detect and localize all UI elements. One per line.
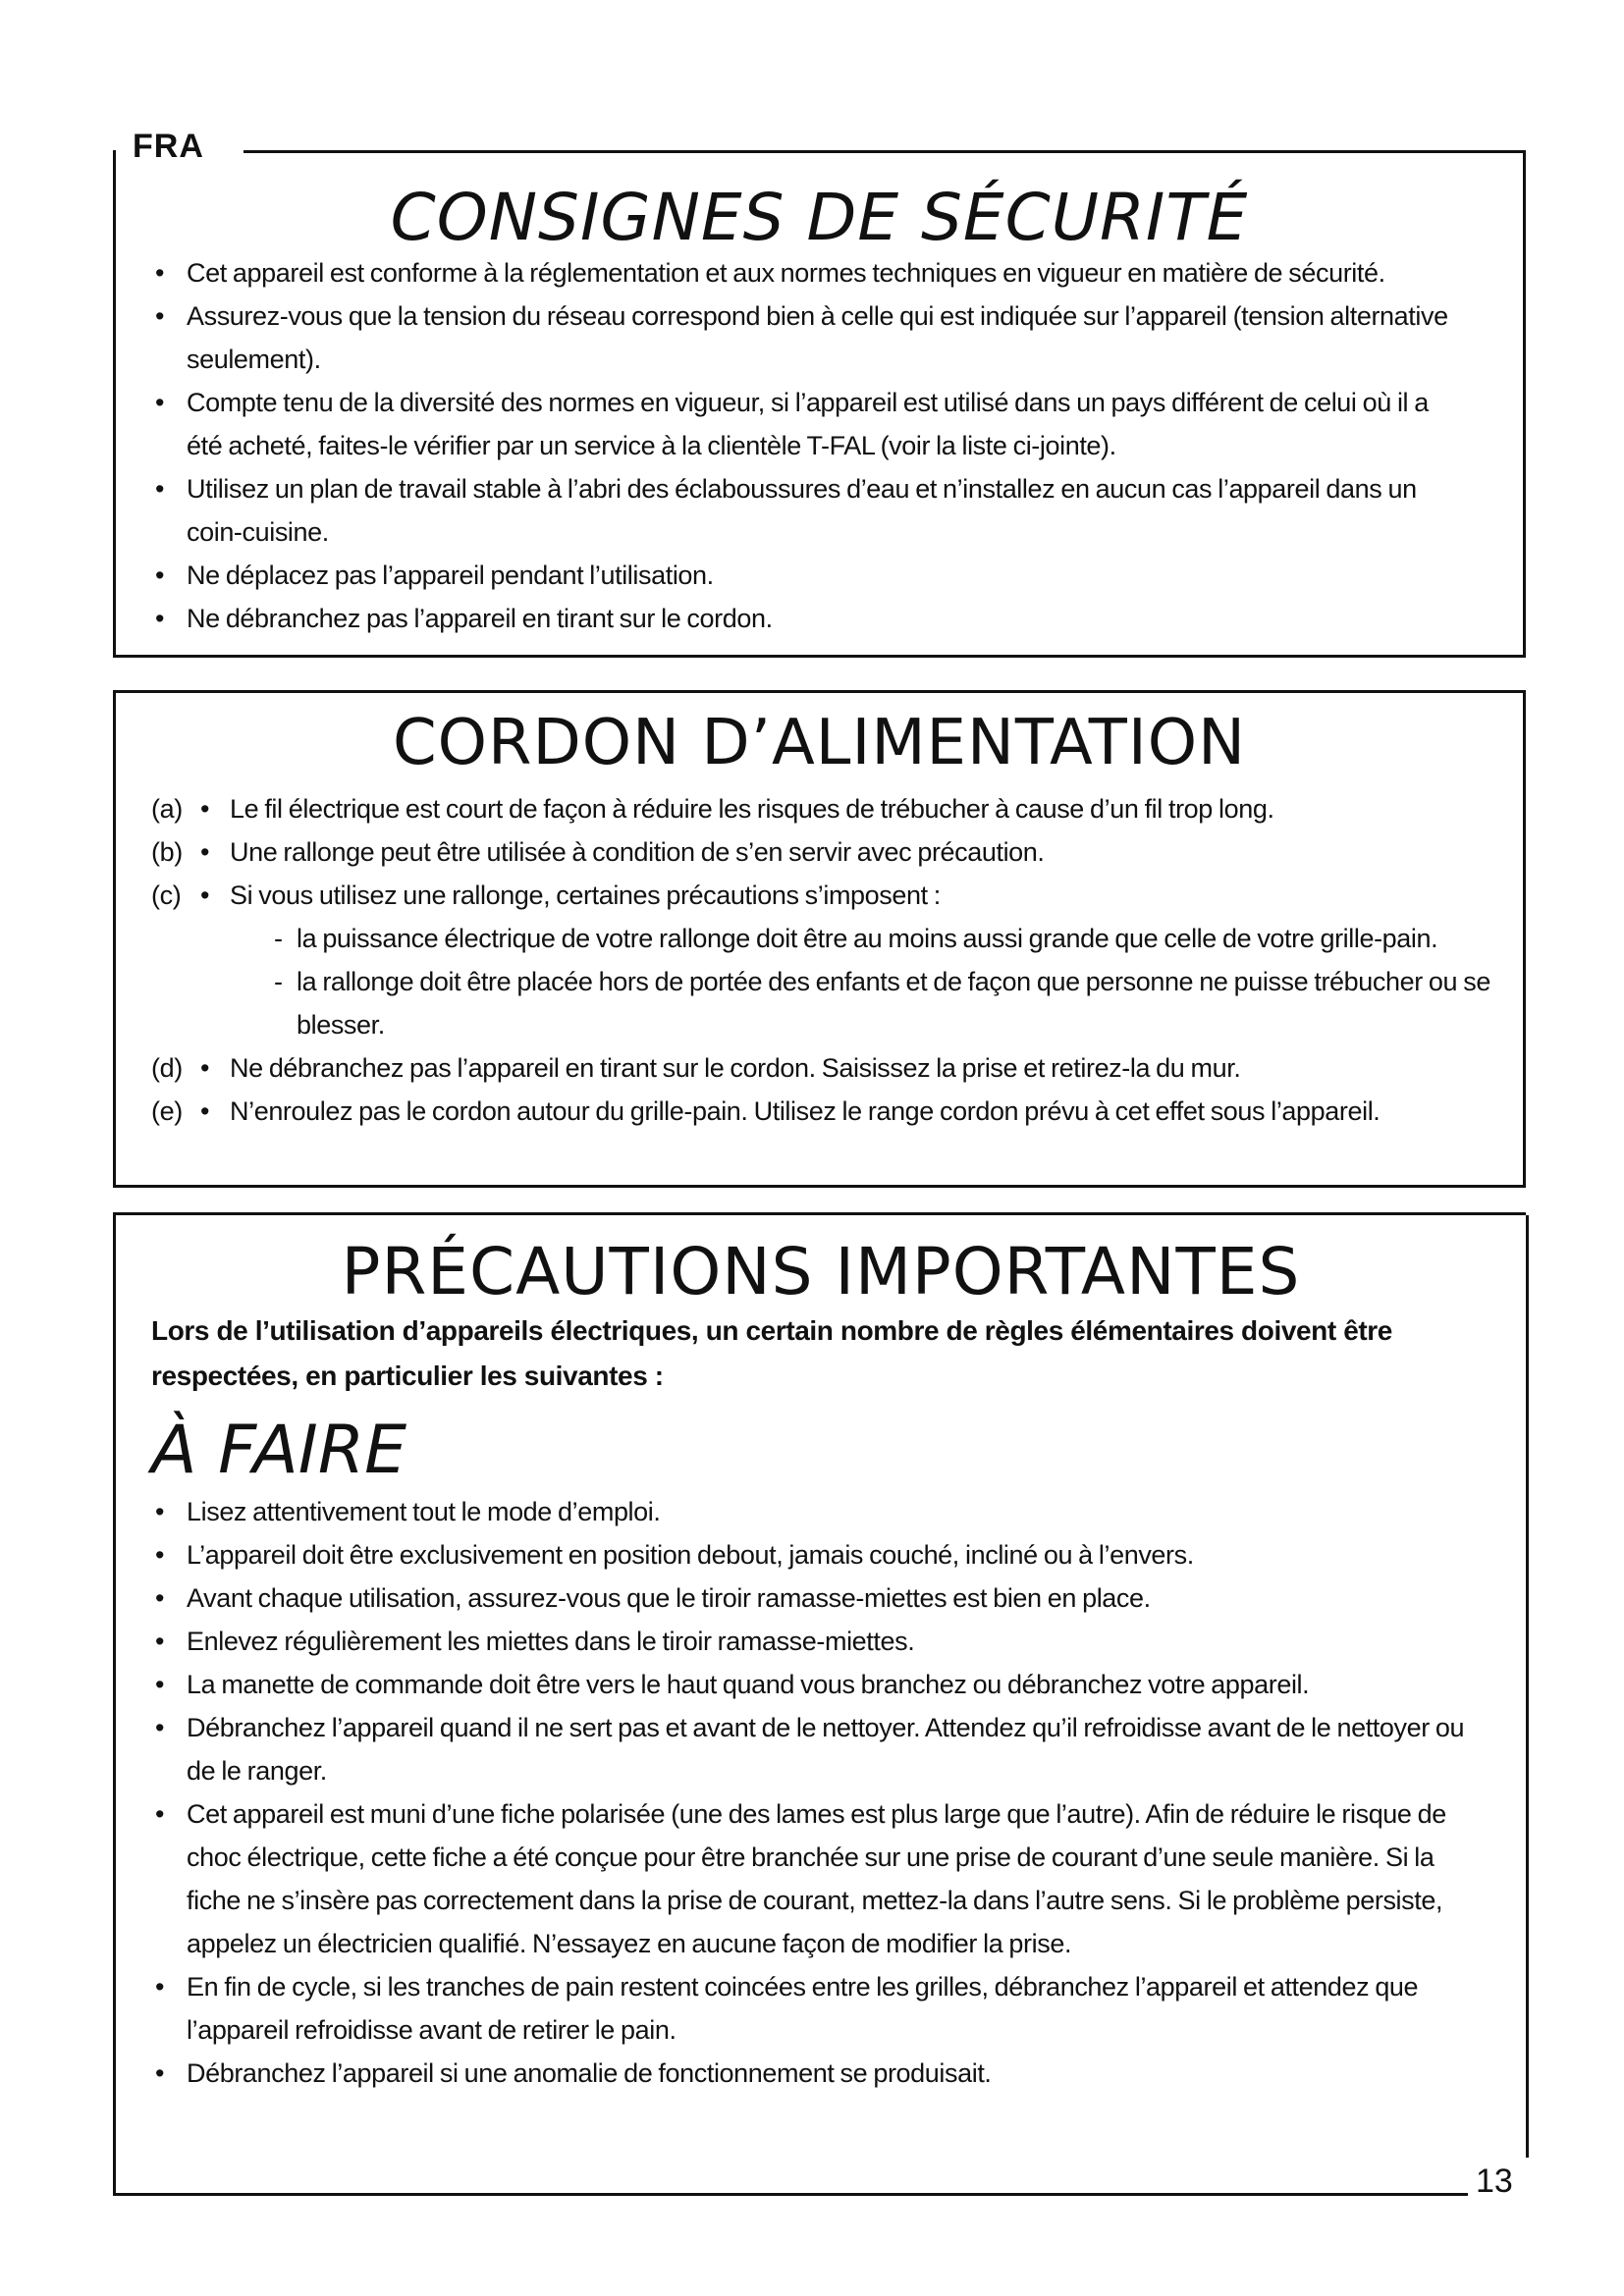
- do-title: À FAIRE: [151, 1412, 407, 1489]
- list-item: • Assurez-vous que la tension du réseau correspond bien à celle qui est indiquée sur l’appareil (tension alternative seulement).: [155, 301, 1448, 374]
- precautions-title: PRÉCAUTIONS IMPORTANTES: [341, 1234, 1301, 1309]
- safety-list: [155, 251, 1461, 640]
- power-cord-list: [151, 787, 1506, 1133]
- list-item: (e) • N’enroulez pas le cordon autour du grille-pain. Utilisez le range cordon prévu à cet effet sous l’appareil.: [151, 1096, 1380, 1126]
- language-label: FRA: [133, 128, 204, 165]
- power-cord-section: [113, 690, 1526, 1188]
- precautions-intro: Lors de l’utilisation d’appareils électriques, un certain nombre de règles élémentaires doivent être respectées, en particulier les suivantes :: [151, 1315, 1392, 1391]
- list-item: • Compte tenu de la diversité des normes en vigueur, si l’appareil est utilisé dans un pays différent de celui où il a été acheté, faites-le vérifier par un service à la clientèle T-FAL (voir la liste ci-jointe).: [155, 388, 1429, 460]
- power-cord-title: CORDON D’ALIMENTATION: [392, 707, 1247, 779]
- list-item: • Ne déplacez pas l’appareil pendant l’utilisation.: [155, 561, 714, 590]
- list-item: (b) • Une rallonge peut être utilisée à condition de s’en servir avec précaution.: [151, 837, 1045, 867]
- safety-section: [113, 150, 1526, 658]
- list-item: • La manette de commande doit être vers le haut quand vous branchez ou débranchez votre appareil.: [155, 1670, 1310, 1699]
- list-item: • Débranchez l’appareil quand il ne sert pas et avant de le nettoyer. Attendez qu’il refroidisse avant de le nettoyer ou de le ranger.: [155, 1713, 1465, 1786]
- list-item: (c) • Si vous utilisez une rallonge, certaines précautions s’imposent :: [151, 881, 941, 910]
- list-item: • Utilisez un plan de travail stable à l’abri des éclaboussures d’eau et n’installez en aucun cas l’appareil dans un coin-cuisine.: [155, 474, 1417, 547]
- list-item: • Débranchez l’appareil si une anomalie de fonctionnement se produisait.: [155, 2058, 992, 2088]
- sub-list-item: - la puissance électrique de votre rallonge doit être au moins aussi grande que celle de votre grille-pain.: [274, 924, 1438, 953]
- important-precautions-section: [113, 1212, 1526, 2196]
- sub-list-item: - la rallonge doit être placée hors de portée des enfants et de façon que personne ne puisse trébucher ou se blesser.: [274, 967, 1490, 1040]
- list-item: • Lisez attentivement tout le mode d’emploi.: [155, 1497, 661, 1526]
- list-item: • Cet appareil est conforme à la réglementation et aux normes techniques en vigueur en matière de sécurité.: [155, 258, 1385, 288]
- list-item: • Ne débranchez pas l’appareil en tirant sur le cordon.: [155, 604, 773, 633]
- safety-title: CONSIGNES DE SÉCURITÉ: [390, 180, 1249, 255]
- list-item: • Avant chaque utilisation, assurez-vous que le tiroir ramasse-miettes est bien en place.: [155, 1583, 1151, 1613]
- list-item: (a) • Le fil électrique est court de façon à réduire les risques de trébucher à cause d’un fil trop long.: [151, 794, 1274, 824]
- list-item: • Cet appareil est muni d’une fiche polarisée (une des lames est plus large que l’autre). Afin de réduire le risque de choc électrique, cette fiche a été conçue pour être branchée sur une prise de courant d’une seule manière. Si la fiche ne s’insère pas correctement dans la prise de courant, mettez-la dans l’autre sens. Si le problème persiste, appelez un électricien qualifié. N’essayez en aucune façon de modifier la prise.: [155, 1799, 1446, 1958]
- do-list: [155, 1490, 1490, 2095]
- list-item: • En fin de cycle, si les tranches de pain restent coincées entre les grilles, débranchez l’appareil et attendez que l’appareil refroidisse avant de retirer le pain.: [155, 1972, 1419, 2045]
- list-item: • L’appareil doit être exclusivement en position debout, jamais couché, incliné ou à l’envers.: [155, 1540, 1194, 1570]
- page-number: 13: [1476, 2163, 1513, 2200]
- list-item: • Enlevez régulièrement les miettes dans le tiroir ramasse-miettes.: [155, 1627, 915, 1656]
- list-item: (d) • Ne débranchez pas l’appareil en tirant sur le cordon. Saisissez la prise et retirez-la du mur.: [151, 1053, 1241, 1083]
- frame-edge: [1526, 1215, 1529, 2158]
- frame-edge: [113, 2193, 1468, 2196]
